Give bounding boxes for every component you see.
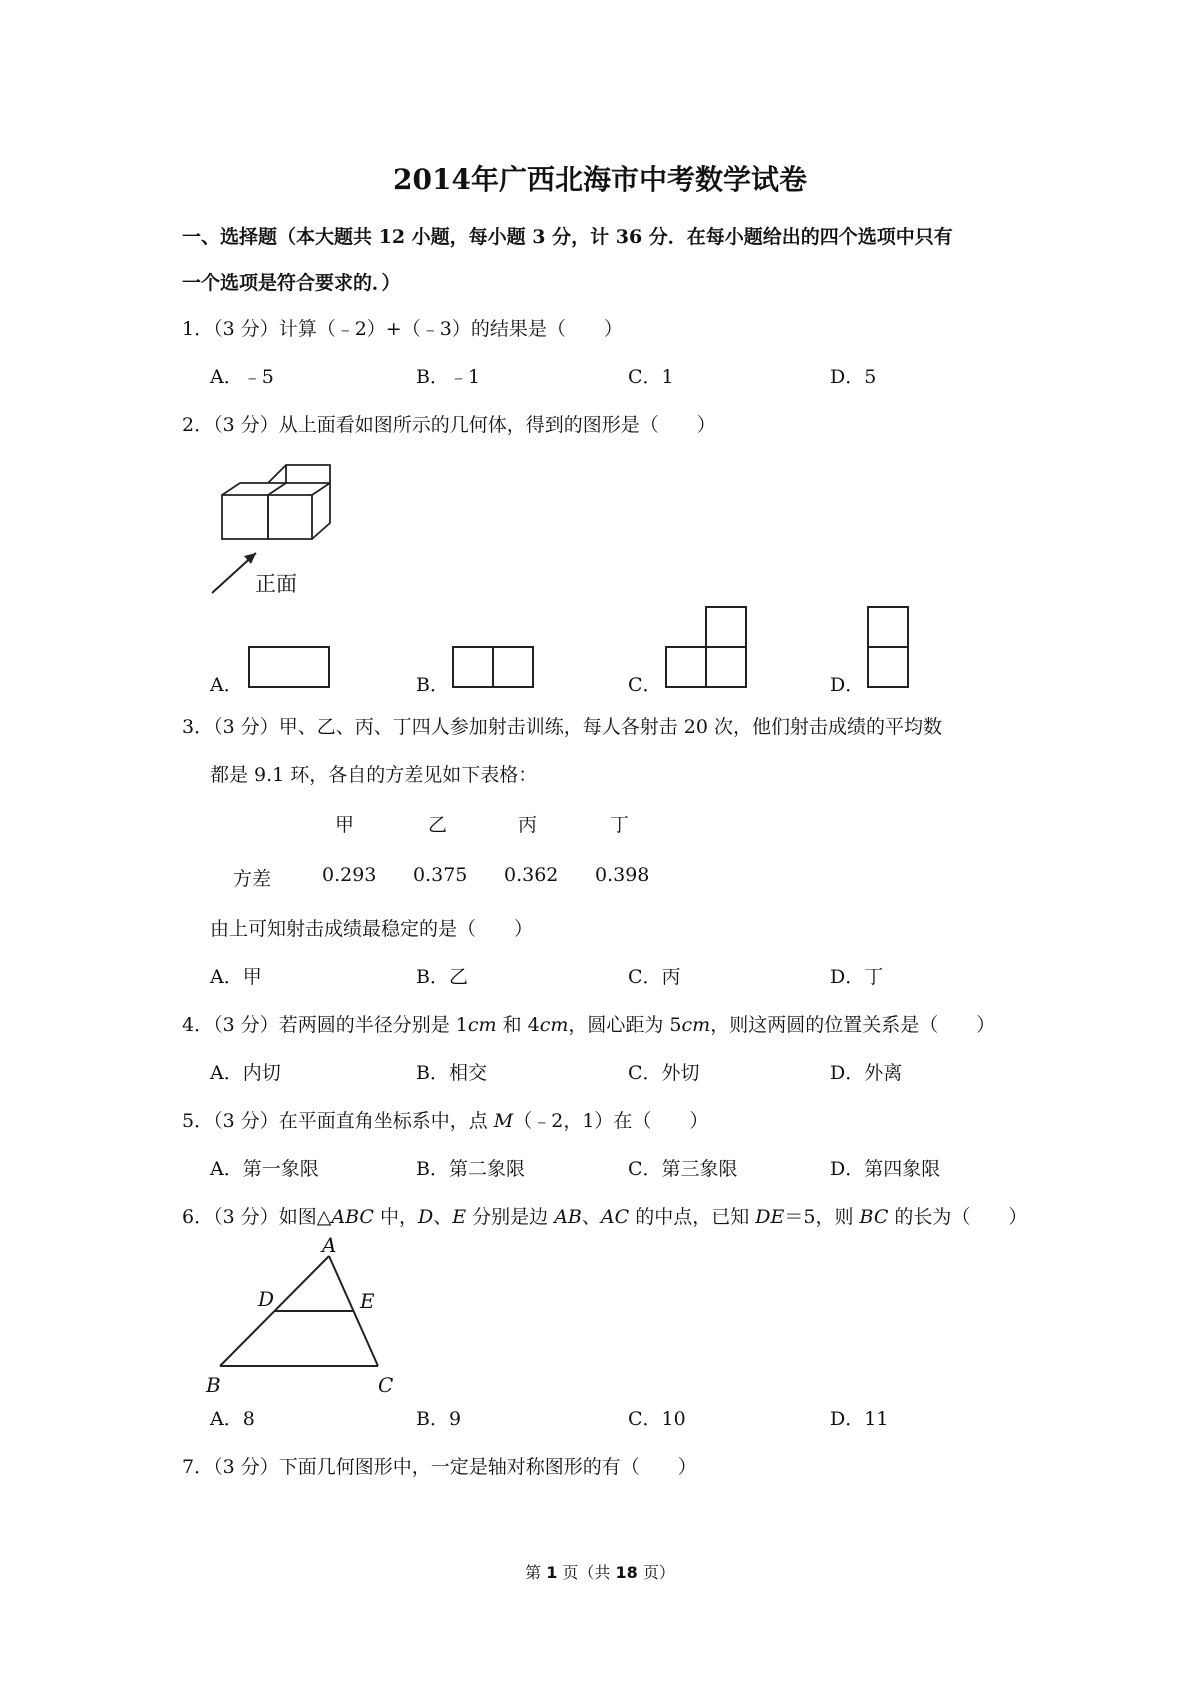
q2-option-a-figure [248, 646, 332, 690]
back-top-edge [268, 465, 330, 539]
q6-option-c: C．10 [628, 1408, 686, 1430]
table-value-yi: 0.375 [413, 864, 468, 886]
page-footer: 第 1 页（共 18 页） [525, 1563, 675, 1582]
section-heading-line2: 一个选项是符合要求的．） [182, 272, 401, 294]
q5-option-a: A．第一象限 [210, 1158, 319, 1180]
q2-option-c: C． [628, 674, 662, 696]
front-left-face [222, 495, 268, 539]
q3-option-d: D．丁 [830, 966, 884, 988]
q3-option-b: B．乙 [416, 966, 468, 988]
total-page-count: 18 [615, 1563, 638, 1582]
q2-option-c-figure [665, 604, 749, 690]
table-row-label: 方差 [233, 868, 272, 890]
q4-option-a: A．内切 [210, 1062, 281, 1084]
question-5-stem: 5．（3 分）在平面直角坐标系中，点 M（﹣2，1）在（ ） [182, 1110, 709, 1132]
table-value-ding: 0.398 [595, 864, 650, 886]
point-label-d: D [258, 1287, 275, 1311]
top-left-edge [222, 483, 268, 495]
q4-option-c: C．外切 [628, 1062, 700, 1084]
q6-triangle-figure [206, 1233, 406, 1410]
table-header-bing: 丙 [518, 814, 538, 836]
q6-option-d: D．11 [830, 1408, 889, 1430]
q5-option-c: C．第三象限 [628, 1158, 738, 1180]
q2-option-a: A． [210, 674, 243, 696]
q5-option-d: D．第四象限 [830, 1158, 941, 1180]
q4-option-b: B．相交 [416, 1062, 487, 1084]
q1-option-c: C．1 [628, 366, 674, 388]
front-right-face [268, 495, 312, 539]
question-4-stem: 4．（3 分）若两圆的半径分别是 1cm 和 4cm，圆心距为 5cm，则这两圆的位置关系是（ ） [182, 1014, 996, 1036]
q2-option-b: B． [416, 674, 449, 696]
q6-option-a: A．8 [210, 1408, 255, 1430]
vertex-label-b: B [206, 1373, 221, 1397]
q1-option-b: B．﹣1 [416, 366, 481, 388]
section-heading-line1: 一、选择题（本大题共 12 小题，每小题 3 分，计 36 分．在每小题给出的四个选项中只有 [182, 226, 953, 248]
page-title: 2014年广西北海市中考数学试卷 [393, 163, 807, 196]
vertex-label-c: C [378, 1373, 394, 1397]
q1-option-d: D．5 [830, 366, 877, 388]
question-1-stem: 1．（3 分）计算（﹣2）+（﹣3）的结果是（ ） [182, 318, 623, 340]
question-3-stem-line1: 3．（3 分）甲、乙、丙、丁四人参加射击训练，每人各射击 20 次，他们射击成绩的平均数 [182, 716, 942, 738]
table-header-ding: 丁 [610, 814, 630, 836]
table-header-yi: 乙 [428, 814, 448, 836]
q1-option-a: A．﹣5 [210, 366, 274, 388]
q2-option-d: D． [830, 674, 865, 696]
table-header-jia: 甲 [335, 814, 355, 836]
top-middle-edge [268, 483, 286, 495]
q4-option-d: D．外离 [830, 1062, 903, 1084]
q5-option-b: B．第二象限 [416, 1158, 525, 1180]
q3-option-a: A．甲 [210, 966, 262, 988]
question-3-conclusion: 由上可知射击成绩最稳定的是（ ） [210, 918, 534, 940]
question-7-stem: 7．（3 分）下面几何图形中，一定是轴对称图形的有（ ） [182, 1456, 697, 1478]
question-2-stem: 2．（3 分）从上面看如图所示的几何体，得到的图形是（ ） [182, 414, 716, 436]
q2-option-d-figure [867, 604, 911, 690]
q3-option-c: C．丙 [628, 966, 681, 988]
question-6-stem: 6．（3 分）如图△ABC 中，D、E 分别是边 AB、AC 的中点，已知 DE＝5，则 BC 的长为（ ） [182, 1206, 1028, 1228]
q6-option-b: B．9 [416, 1408, 462, 1430]
q2-option-b-figure [452, 646, 536, 690]
vertex-label-a: A [322, 1233, 337, 1257]
table-value-bing: 0.362 [504, 864, 559, 886]
question-3-stem-line2: 都是 9.1 环，各自的方差见如下表格： [210, 764, 538, 786]
q2-figure-label-front: 正面 [255, 572, 297, 596]
point-label-e: E [360, 1289, 375, 1313]
table-value-jia: 0.293 [322, 864, 377, 886]
current-page-number: 1 [546, 1563, 558, 1582]
side-edge [312, 483, 330, 495]
